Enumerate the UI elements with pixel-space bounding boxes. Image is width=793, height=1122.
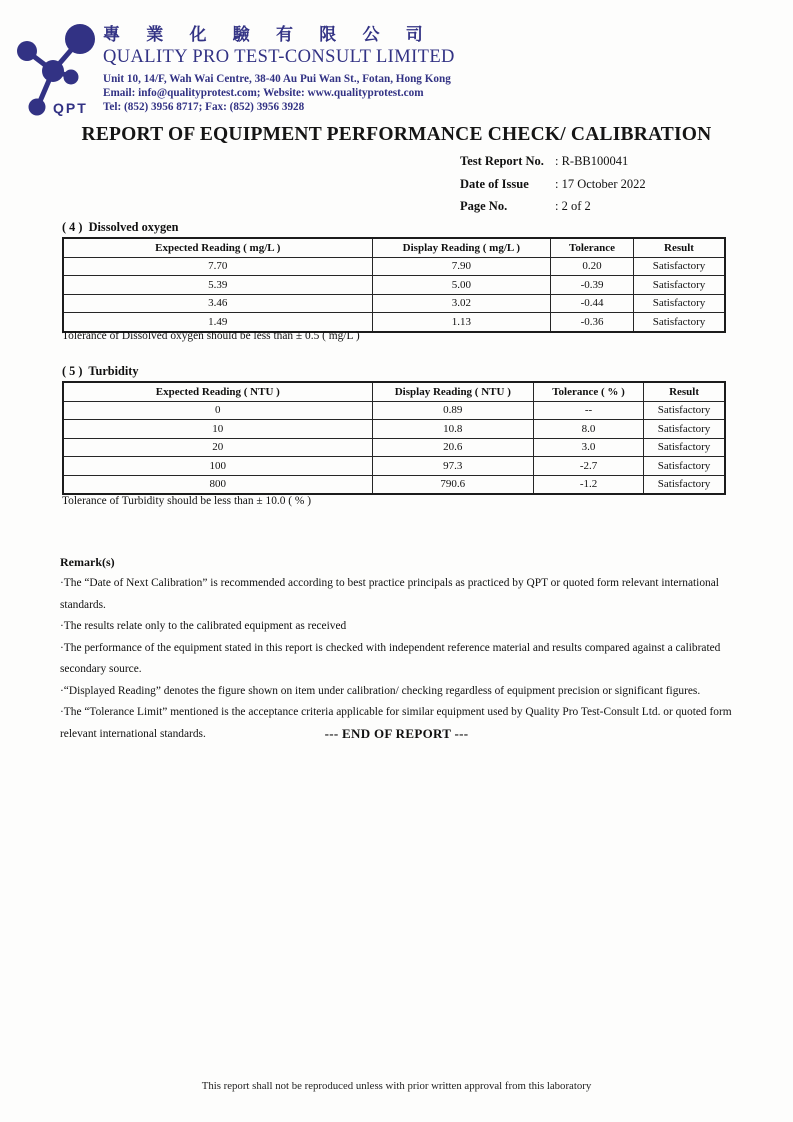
table-cell: 100	[63, 457, 372, 476]
remark-item: ·The “Date of Next Calibration” is recommended according to best practice principals as practiced by QPT or quoted form relevant international standards.	[60, 577, 719, 611]
table-header-cell: Tolerance ( % )	[534, 382, 644, 401]
report-info-row	[460, 150, 646, 173]
page-number-label: Page No.	[460, 199, 508, 213]
table-cell: 3.46	[63, 294, 372, 313]
qpt-molecule-logo	[8, 16, 103, 116]
table-cell: 3.02	[372, 294, 551, 313]
company-header	[103, 24, 455, 114]
table-header-cell: Display Reading ( NTU )	[372, 382, 533, 401]
table-cell: Satisfactory	[644, 401, 725, 420]
page-number-value: : 2 of 2	[555, 199, 591, 213]
logo-qpt-text: QPT	[53, 100, 88, 116]
table-cell: 20.6	[372, 438, 533, 457]
table-cell: 10.8	[372, 420, 533, 439]
end-of-report-marker: --- END OF REPORT ---	[324, 726, 469, 741]
company-address: Unit 10, 14/F, Wah Wai Centre, 38-40 Au Pui Wan St., Fotan, Hong Kong	[103, 73, 451, 85]
table-header-cell: Result	[633, 238, 725, 257]
table-cell: 97.3	[372, 457, 533, 476]
dissolved-oxygen-table	[62, 237, 726, 333]
table-cell: -2.7	[534, 457, 644, 476]
remarks-heading: Remark(s)	[60, 555, 115, 569]
table-cell: -1.2	[534, 475, 644, 494]
table-cell: 1.49	[63, 313, 372, 332]
company-contact-email: Email: info@qualityprotest.com; Website: www.qualityprotest.com	[103, 86, 424, 99]
section-heading-turbidity: ( 5 ) Turbidity	[62, 364, 139, 378]
table-row	[63, 294, 725, 313]
table-row	[63, 257, 725, 276]
table-cell: 0.20	[551, 257, 634, 276]
remark-item: ·“Displayed Reading” denotes the figure shown on item under calibration/ checking regardless of equipment precision or significant figures.	[60, 684, 701, 697]
table-cell: --	[534, 401, 644, 420]
company-name-english: QUALITY PRO TEST-CONSULT LIMITED	[103, 47, 455, 67]
table-row	[63, 313, 725, 332]
report-title: REPORT OF EQUIPMENT PERFORMANCE CHECK/ CALIBRATION	[81, 124, 712, 145]
table-header-cell: Tolerance	[551, 238, 634, 257]
table-cell: 3.0	[534, 438, 644, 457]
dissolved-oxygen-tolerance-note: Tolerance of Dissolved oxygen should be less than ± 0.5 ( mg/L )	[62, 330, 360, 342]
table-cell: 800	[63, 475, 372, 494]
table-header-cell: Display Reading ( mg/L )	[372, 238, 551, 257]
report-info-row	[460, 173, 646, 196]
table-cell: Satisfactory	[644, 438, 725, 457]
report-number-value: : R-BB100041	[555, 154, 629, 168]
table-row	[63, 276, 725, 295]
table-cell: 5.39	[63, 276, 372, 295]
section-heading-dissolved-oxygen: ( 4 ) Dissolved oxygen	[62, 220, 179, 234]
table-row	[63, 420, 725, 439]
table-row	[63, 457, 725, 476]
table-cell: 0	[63, 401, 372, 420]
report-info-block	[460, 150, 646, 218]
turbidity-tolerance-note: Tolerance of Turbidity should be less than ± 10.0 ( % )	[62, 495, 312, 507]
table-cell: Satisfactory	[633, 313, 725, 332]
remark-item: ·The results relate only to the calibrated equipment as received	[60, 620, 347, 632]
company-name-chinese: 專 業 化 驗 有 限 公 司	[103, 25, 434, 44]
remark-item: ·The “Tolerance Limit” mentioned is the acceptance criteria applicable for similar equipment used by Quality Pro Test-Consult Ltd. or quoted form relevant international standards.	[60, 706, 732, 740]
table-header-row	[63, 238, 725, 257]
table-header-row	[63, 382, 725, 401]
company-contact-phone: Tel: (852) 3956 8717; Fax: (852) 3956 3928	[103, 100, 305, 113]
table-header-cell: Expected Reading ( NTU )	[63, 382, 372, 401]
table-cell: 10	[63, 420, 372, 439]
table-header-cell: Result	[644, 382, 725, 401]
table-cell: -0.36	[551, 313, 634, 332]
report-number-label: Test Report No.	[460, 154, 544, 168]
table-cell: 20	[63, 438, 372, 457]
table-cell: Satisfactory	[644, 420, 725, 439]
table-cell: Satisfactory	[633, 294, 725, 313]
table-cell: 790.6	[372, 475, 533, 494]
turbidity-table	[62, 381, 726, 495]
remarks-list	[60, 573, 732, 745]
confidentiality-footer: This report shall not be reproduced unless with prior written approval from this laboratory	[201, 1080, 592, 1092]
table-cell: -0.39	[551, 276, 634, 295]
report-info-row	[460, 195, 646, 218]
date-of-issue-value: : 17 October 2022	[555, 176, 646, 191]
table-header-cell: Expected Reading ( mg/L )	[63, 238, 372, 257]
table-cell: Satisfactory	[644, 457, 725, 476]
table-cell: Satisfactory	[633, 257, 725, 276]
table-cell: 7.70	[63, 257, 372, 276]
table-cell: 0.89	[372, 401, 533, 420]
table-cell: 5.00	[372, 276, 551, 295]
remarks-section	[60, 551, 732, 745]
table-row	[63, 438, 725, 457]
table-cell: 7.90	[372, 257, 551, 276]
table-cell: 1.13	[372, 313, 551, 332]
table-row	[63, 475, 725, 494]
table-row	[63, 401, 725, 420]
table-cell: Satisfactory	[644, 475, 725, 494]
table-cell: -0.44	[551, 294, 634, 313]
remark-item: ·The performance of the equipment stated in this report is checked with independent reference material and results compared against a calibrated secondary source.	[60, 641, 721, 675]
table-cell: 8.0	[534, 420, 644, 439]
table-cell: Satisfactory	[633, 276, 725, 295]
date-of-issue-label: Date of Issue	[460, 176, 529, 191]
